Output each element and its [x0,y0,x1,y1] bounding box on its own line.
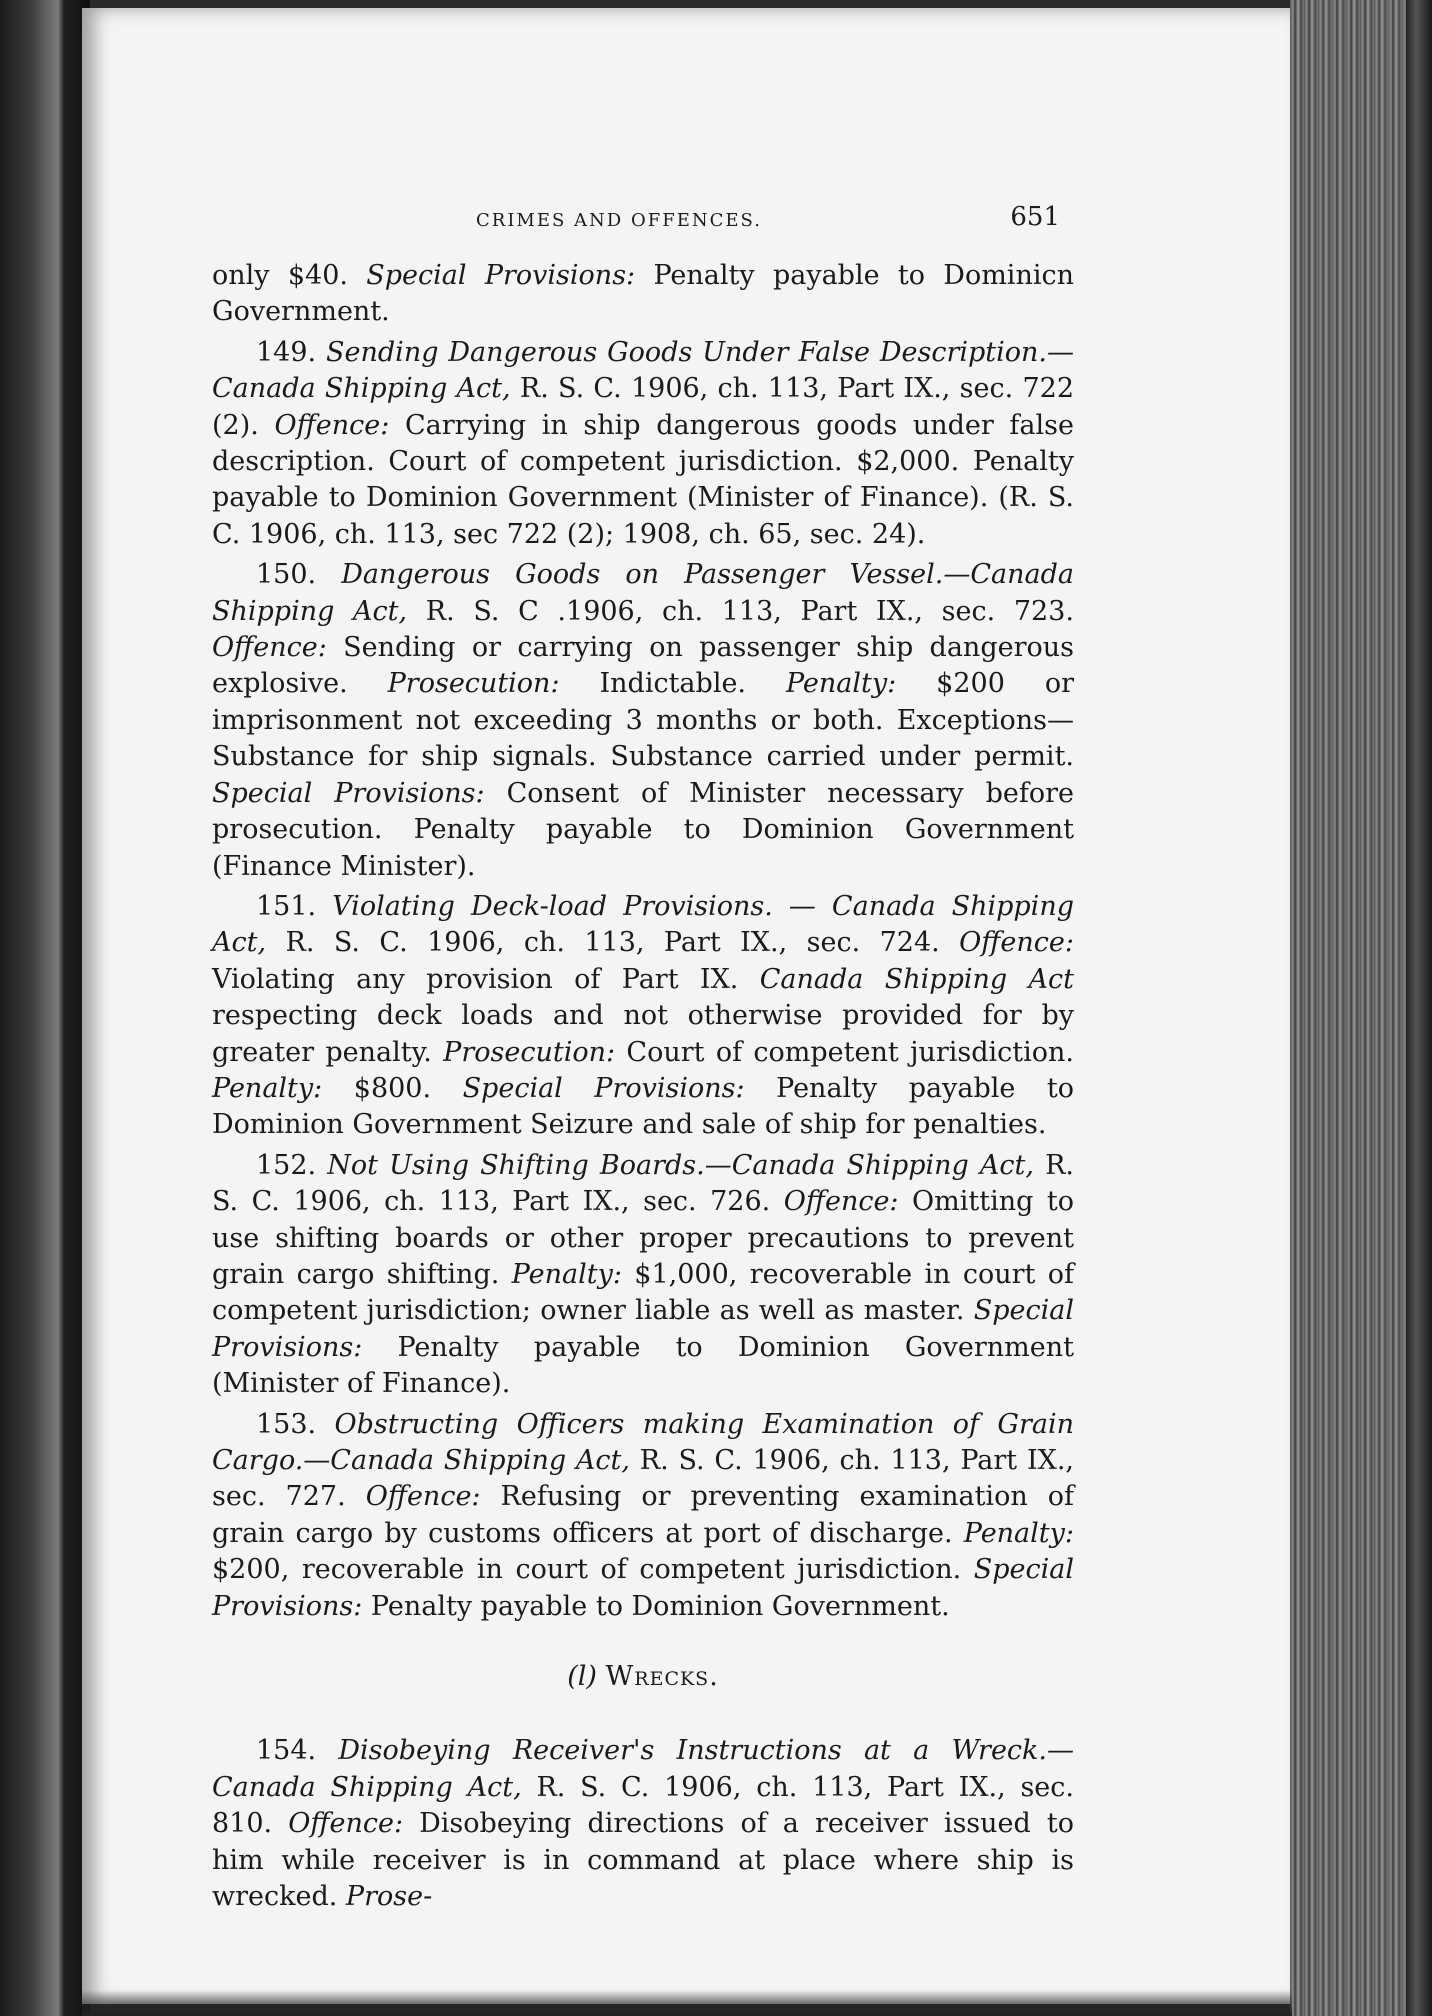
text-run: R. S. C .1906, ch. 113, Part IX., sec. 723. [407,595,1074,627]
text-run: only $40. [212,260,367,291]
paragraph-continuation [212,258,1074,331]
text-run: R. S. C. 1906, ch. 113, Part IX., sec. 810. [212,1771,1074,1840]
text-run: Penalty payable to Dominion Government. [362,1590,950,1622]
text-run: respecting deck loads and not otherwise provided for by greater penalty. [212,1000,1074,1068]
italic-run: Dangerous Goods on Passenger Vessel.—Canada Shipping Act, [212,559,1075,627]
italic-run: Penalty: [212,1072,323,1104]
page-header [220,200,1060,240]
paragraph-152 [212,1148,1074,1403]
text-run: Penalty payable to Dominion Government Seizure and sale of ship for penalties. [212,1072,1075,1141]
section-number: 154. [256,1735,339,1767]
text-run: Carrying in ship dangerous goods under false description. Court of competent jurisdiction. $2,000. Penalty payable to Dominion Government (Minister of Finance). (R. S. C. 1906, ch. 113, sec 722 (2); 1908, ch. 65, sec. 24). [212,409,1074,550]
paragraph-151 [212,889,1074,1144]
section-number: 149. [256,336,327,368]
section-number: 153. [256,1408,335,1440]
italic-run: Penalty: [785,668,897,700]
italic-run: Offence: [959,927,1074,959]
page-body [212,258,1074,1919]
italic-run: Special Provisions: [212,777,485,809]
section-title: Wrecks. [605,1661,719,1693]
section-number: 151. [256,890,333,922]
paragraph-149 [212,335,1074,553]
text-run: $200 or imprisonment not exceeding 3 months or both. Exceptions—Substance for ship signals. Substance carried under permit. [212,668,1074,773]
italic-run: Offence: [274,409,390,441]
italic-run: Prose- [345,1881,433,1913]
text-run: Disobeying directions of a receiver issued to him while receiver is in command at place where ship is wrecked. [212,1808,1075,1913]
text-run: $800. [322,1072,463,1104]
text-run: R. S. C. 1906, ch. 113, Part IX., sec. 726. [212,1149,1075,1218]
section-marker: (l) [567,1661,597,1693]
running-head: CRIMES AND OFFENCES. [476,210,762,231]
page-stack-edge [1290,0,1432,2016]
text-run: $1,000, recoverable in court of competent jurisdiction; owner liable as well as master. [212,1258,1074,1327]
italic-run: Disobeying Receiver's Instructions at a Wreck.—Canada Shipping Act, [212,1735,1074,1803]
section-number: 152. [256,1149,328,1181]
text-run: R. S. C. 1906, ch. 113, Part IX., sec. 724. [266,927,960,959]
text-run: Sending or carrying on passenger ship dangerous explosive. [212,632,1074,700]
page-number: 651 [1010,202,1060,232]
italic-run: Special Provisions: [212,1295,1074,1363]
text-run: Refusing or preventing examination of grain cargo by customs officers at port of discharge. [212,1481,1074,1549]
italic-run: Offence: [288,1808,404,1840]
paragraph-154 [212,1733,1074,1915]
italic-run: Canada Shipping Act [759,963,1074,995]
text-run: Consent of Minister necessary before prosecution. Penalty payable to Dominion Government (Finance Minister). [212,777,1074,882]
italic-run: Special Provisions: [366,260,636,291]
italic-run: Sending Dangerous Goods Under False Description.—Canada Shipping Act, [212,336,1074,405]
section-number: 150. [256,559,342,591]
italic-run: Prosecution: [443,1036,616,1068]
italic-run: Special Provisions: [212,1554,1074,1622]
text-run: Penalty payable to Dominion Government (Minister of Finance). [212,1331,1074,1400]
italic-run: Obstructing Officers making Examination of Grain Cargo.—Canada Shipping Act, [212,1408,1075,1476]
italic-run: Penalty: [963,1517,1074,1549]
text-run: R. S. C. 1906, ch. 113, Part IX., sec. 727. [212,1445,1074,1513]
text-run: Court of competent jurisdiction. [615,1036,1074,1068]
left-page-edge [0,0,90,2016]
text-run: $200, recoverable in court of competent jurisdiction. [212,1554,974,1586]
italic-run: Not Using Shifting Boards.—Canada Shipping Act, [327,1149,1034,1181]
italic-run: Special Provisions: [462,1072,745,1104]
italic-run: Offence: [783,1186,899,1218]
section-heading [212,1659,1074,1695]
paragraph-153 [212,1407,1074,1625]
italic-run: Offence: [212,632,327,664]
text-run: Penalty payable to Dominicn Government. [212,260,1074,328]
text-run: Indictable. [559,668,786,700]
italic-run: Penalty: [511,1258,622,1290]
paragraph-150 [212,557,1074,885]
italic-run: Offence: [365,1481,481,1513]
text-run: R. S. C. 1906, ch. 113, Part IX., sec. 722 (2). [212,373,1074,441]
italic-run: Violating Deck-load Provisions. — Canada Shipping Act, [212,890,1074,959]
italic-run: Prosecution: [387,668,560,700]
bottom-shadow [82,1990,1292,2016]
text-run: Omitting to use shifting boards or other proper precautions to prevent grain cargo shifting. [212,1186,1074,1290]
text-run: Violating any provision of Part IX. [212,963,760,995]
